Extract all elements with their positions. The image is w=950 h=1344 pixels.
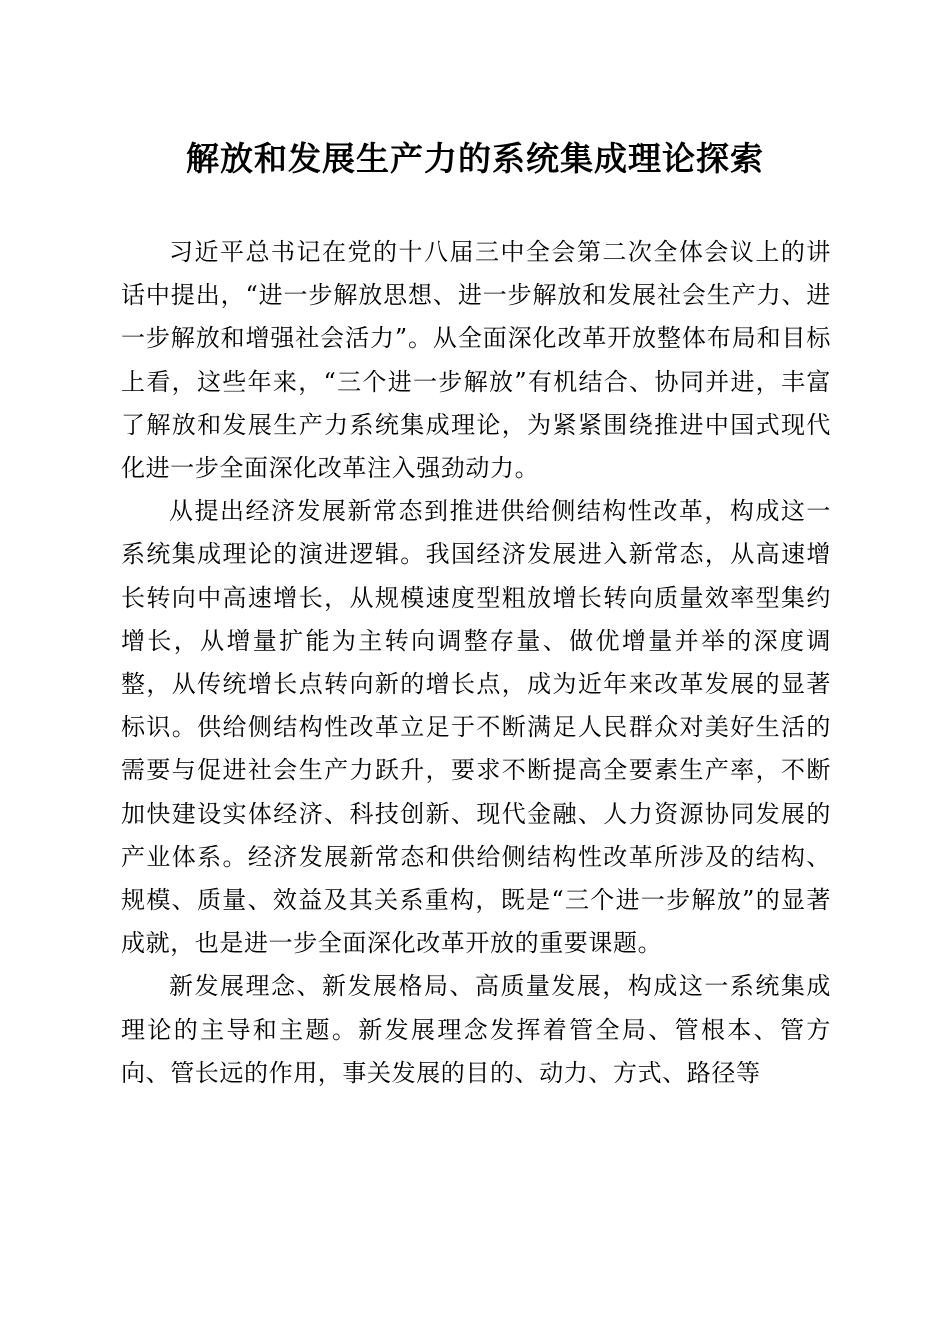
document-title: 解放和发展生产力的系统集成理论探索	[186, 139, 764, 178]
paragraph: 习近平总书记在党的十八届三中全会第二次全体会议上的讲话中提出，“进一步解放思想、进一步解放和发展社会生产力、进一步解放和增强社会活力”。从全面深化改革开放整体布局和目标上看，这些年来，“三个进一步解放”有机结合、协同并进，丰富了解放和发展生产力系统集成理论，为紧紧围绕推进中国式现代化进一步全面深化改革注入强劲动力。	[121, 238, 831, 483]
paragraph: 新发展理念、新发展格局、高质量发展，构成这一系统集成理论的主导和主题。新发展理念发挥着管全局、管根本、管方向、管长远的作用，事关发展的目的、动力、方式、路径等	[121, 972, 831, 1087]
document-body	[121, 231, 831, 1095]
paragraph: 从提出经济发展新常态到推进供给侧结构性改革，构成这一系统集成理论的演进逻辑。我国经济发展进入新常态，从高速增长转向中高速增长，从规模速度型粗放增长转向质量效率型集约增长，从增量扩能为主转向调整存量、做优增量并举的深度调整，从传统增长点转向新的增长点，成为近年来改革发展的显著标识。供给侧结构性改革立足于不断满足人民群众对美好生活的需要与促进社会生产力跃升，要求不断提高全要素生产率，不断加快建设实体经济、科技创新、现代金融、人力资源协同发展的产业体系。经济发展新常态和供给侧结构性改革所涉及的结构、规模、质量、效益及其关系重构，既是“三个进一步解放”的显著成就，也是进一步全面深化改革开放的重要课题。	[121, 497, 831, 958]
